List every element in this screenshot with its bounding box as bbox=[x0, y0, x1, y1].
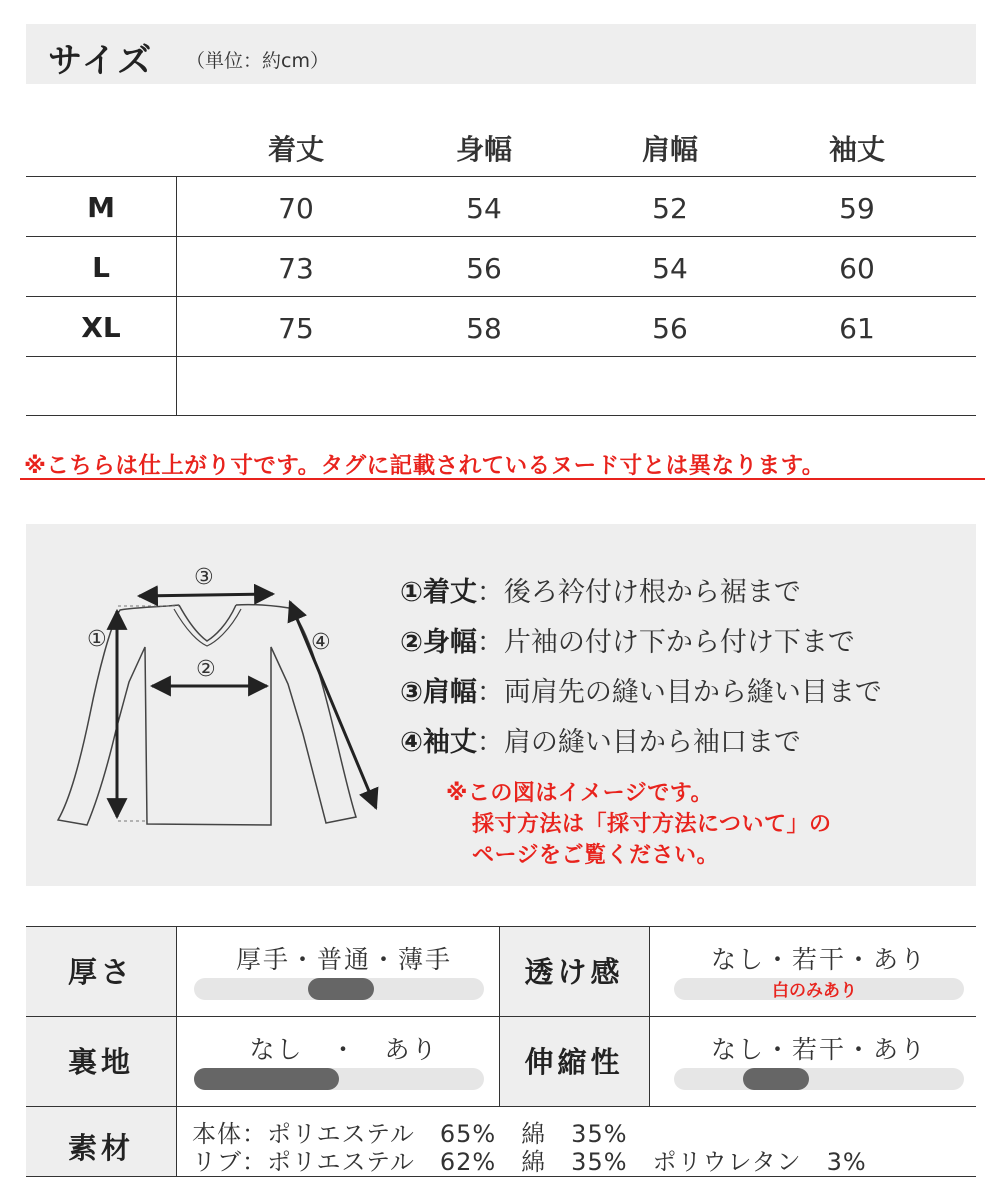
size-label: XL bbox=[81, 311, 121, 344]
label-lining: 裏地 bbox=[67, 1045, 134, 1079]
table-row bbox=[26, 236, 976, 296]
table-row bbox=[26, 176, 976, 236]
label-material: 素材 bbox=[67, 1131, 134, 1165]
measure-line-width: ②身幅：片袖の付け下から付け下まで bbox=[400, 627, 855, 658]
thickness-indicator bbox=[308, 978, 374, 1000]
size-table-header bbox=[26, 118, 976, 176]
lining-options: なし ・ あり bbox=[249, 1035, 439, 1064]
marker-1: ① bbox=[87, 627, 107, 652]
thickness-options: 厚手・普通・薄手 bbox=[235, 945, 452, 974]
v-neck bbox=[179, 605, 236, 641]
arrow-shoulder bbox=[139, 594, 273, 596]
table-divider bbox=[176, 176, 177, 416]
size-disclaimer: ※こちらは仕上がり寸です。タグに記載されているヌード寸とは異なります。 bbox=[24, 453, 825, 479]
sheerness-options: なし・若干・あり bbox=[710, 945, 927, 974]
guide-note-line1: ※この図はイメージです。 bbox=[446, 781, 713, 806]
col-header-shoulder: 肩幅 bbox=[641, 133, 698, 166]
label-sheerness: 透け感 bbox=[524, 955, 624, 989]
table-cell: 61 bbox=[839, 312, 875, 345]
table-cell: 56 bbox=[652, 312, 688, 345]
lining-indicator bbox=[194, 1068, 339, 1090]
table-cell: 70 bbox=[278, 192, 314, 225]
table-cell: 54 bbox=[652, 252, 688, 285]
col-header-width: 身幅 bbox=[455, 133, 512, 166]
table-cell: 54 bbox=[466, 192, 502, 225]
measure-line-length: ①着丈：後ろ衿付け根から裾まで bbox=[400, 577, 801, 608]
measure-line-sleeve: ④袖丈：肩の縫い目から袖口まで bbox=[400, 727, 801, 758]
measurement-guide bbox=[26, 524, 976, 886]
table-row-empty bbox=[26, 356, 976, 416]
size-table bbox=[26, 118, 976, 416]
label-stretch: 伸縮性 bbox=[524, 1045, 624, 1079]
sheerness-note: 白のみあり bbox=[772, 981, 857, 1001]
col-header-length: 着丈 bbox=[267, 133, 324, 166]
measure-line-shoulder: ③肩幅：両肩先の縫い目から縫い目まで bbox=[400, 677, 882, 708]
arrow-sleeve bbox=[290, 602, 376, 808]
material-body: 本体：ポリエステル 65% 綿 35% bbox=[192, 1120, 628, 1148]
col-header-sleeve: 袖丈 bbox=[828, 133, 885, 166]
size-label: L bbox=[92, 251, 110, 284]
disclaimer-underline bbox=[20, 478, 985, 480]
unit-note: （単位：約cm） bbox=[186, 50, 329, 72]
table-cell: 73 bbox=[278, 252, 314, 285]
table-cell: 52 bbox=[652, 192, 688, 225]
marker-2: ② bbox=[196, 657, 216, 682]
table-bottom-rule bbox=[26, 415, 976, 416]
table-cell: 59 bbox=[839, 192, 875, 225]
attribute-table bbox=[26, 926, 976, 1176]
table-cell: 60 bbox=[839, 252, 875, 285]
table-cell: 58 bbox=[466, 312, 502, 345]
size-header-bar bbox=[26, 24, 976, 84]
stretch-indicator bbox=[743, 1068, 809, 1090]
table-cell: 56 bbox=[466, 252, 502, 285]
label-thickness: 厚さ bbox=[67, 955, 134, 989]
material-rib: リブ：ポリエステル 62% 綿 35% ポリウレタン 3% bbox=[192, 1148, 867, 1176]
size-label: M bbox=[87, 191, 115, 224]
table-row bbox=[26, 296, 976, 356]
table-cell: 75 bbox=[278, 312, 314, 345]
guide-note-line2: 採寸方法は「採寸方法について」の bbox=[472, 812, 832, 837]
marker-3: ③ bbox=[194, 565, 214, 590]
stretch-scale bbox=[674, 1068, 964, 1090]
page-title: サイズ bbox=[48, 41, 154, 81]
marker-4: ④ bbox=[311, 630, 331, 655]
guide-note-line3: ページをご覧ください。 bbox=[472, 843, 720, 868]
stretch-options: なし・若干・あり bbox=[710, 1035, 927, 1064]
